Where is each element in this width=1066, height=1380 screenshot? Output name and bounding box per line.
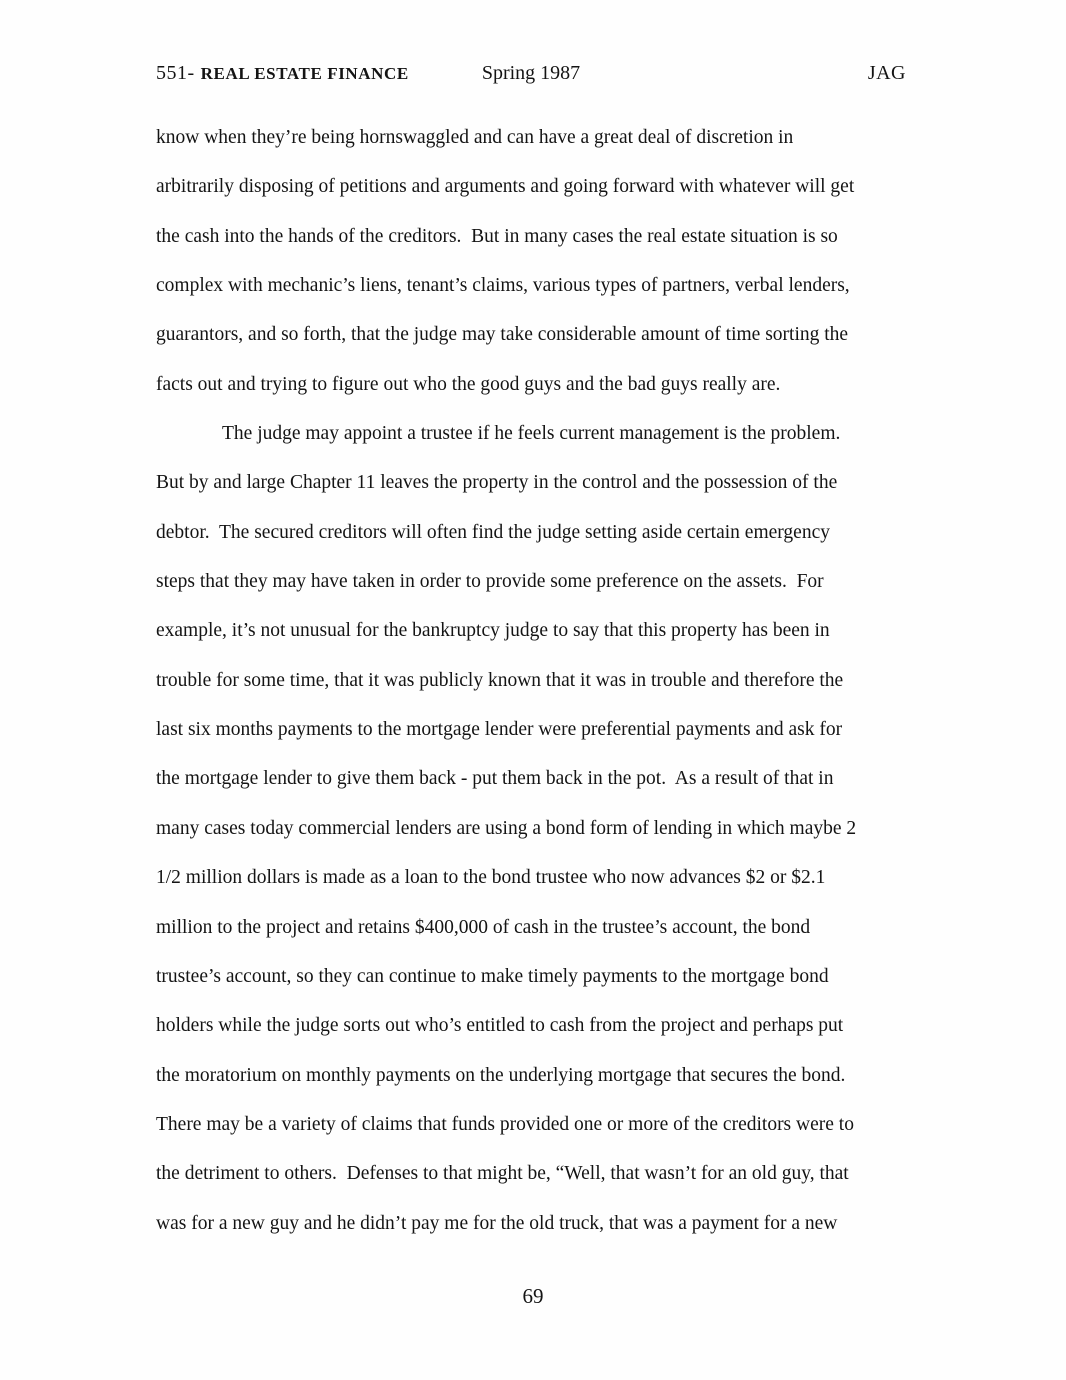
text-line: There may be a variety of claims that funds provided one or more of the creditors were to [156,1113,854,1135]
text-line: example, it’s not unusual for the bankruptcy judge to say that this property has been in [156,620,830,642]
text-line: trustee’s account, so they can continue to make timely payments to the mortgage bond [156,965,829,987]
term-label: Spring 1987 [481,62,581,84]
text-line: the cash into the hands of the creditors. But in many cases the real estate situation is so [156,225,838,247]
course-heading [156,62,482,85]
page-number: 69 [522,1284,544,1308]
text-line: But by and large Chapter 11 leaves the property in the control and the possession of the [156,472,838,494]
author-initials: JAG [867,62,906,84]
text-line: many cases today commercial lenders are using a bond form of lending in which maybe 2 [156,817,857,839]
text-line: trouble for some time, that it was publicly known that it was in trouble and therefore the [156,669,844,691]
text-line: steps that they may have taken in order to provide some preference on the assets. For [156,571,824,593]
text-line: complex with mechanic’s liens, tenant’s claims, various types of partners, verbal lenders, [156,275,850,297]
text-line: the mortgage lender to give them back - put them back in the pot. As a result of that in [156,768,834,790]
text-line: 1/2 million dollars is made as a loan to the bond trustee who now advances $2 or $2.1 [156,867,826,889]
text-line: holders while the judge sorts out who’s entitled to cash from the project and perhaps put [156,1015,844,1037]
text-line: arbitrarily disposing of petitions and arguments and going forward with whatever will get [156,176,855,198]
text-line: debtor. The secured creditors will often find the judge setting aside certain emergency [156,521,830,543]
text-line: know when they’re being hornswaggled and can have a great deal of discretion in [156,127,794,148]
text-line: the detriment to others. Defenses to that might be, “Well, that wasn’t for an old guy, that [156,1163,849,1185]
text-line: The judge may appoint a trustee if he feels current management is the problem. [222,423,841,445]
text-line: was for a new guy and he didn’t pay me for the old truck, that was a payment for a new [156,1212,838,1234]
page-header [156,62,906,85]
course-number: 551- [156,62,195,84]
text-line: the moratorium on monthly payments on the underlying mortgage that secures the bond. [156,1064,846,1086]
course-title: REAL ESTATE FINANCE [200,64,409,83]
text-line: last six months payments to the mortgage lender were preferential payments and ask for [156,719,843,741]
text-line: facts out and trying to figure out who the good guys and the bad guys really are. [156,373,781,395]
text-line: million to the project and retains $400,000 of cash in the trustee’s account, the bond [156,916,811,938]
document-body [156,113,916,1248]
text-line: guarantors, and so forth, that the judge may take considerable amount of time sorting the [156,324,849,346]
